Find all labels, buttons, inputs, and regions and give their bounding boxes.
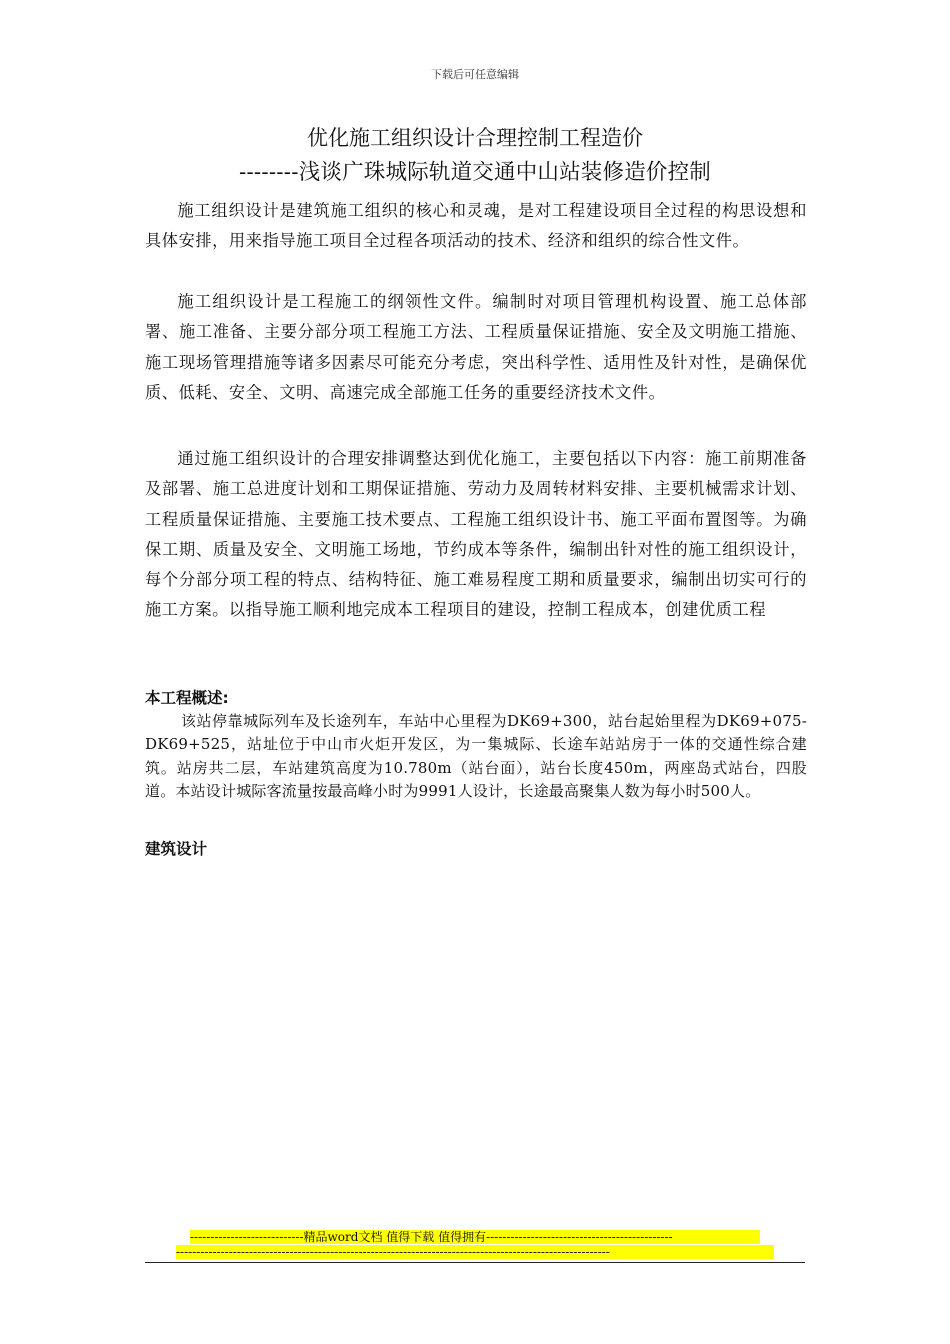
footer-divider bbox=[145, 1262, 805, 1263]
overview-heading: 本工程概述: bbox=[145, 689, 229, 707]
header-note: 下载后可任意编辑 bbox=[431, 68, 519, 81]
architecture-heading: 建筑设计 bbox=[145, 840, 208, 858]
document-subtitle: --------浅谈广珠城际轨道交通中山站装修造价控制 bbox=[238, 160, 712, 185]
body-paragraph-1: 施工组织设计是建筑施工组织的核心和灵魂，是对工程建设项目全过程的构思设想和具体安排，用来指导施工项目全过程各项活动的技术、经济和组织的综合性文件。 bbox=[145, 201, 807, 251]
body-paragraph-2: 施工组织设计是工程施工的纲领性文件。编制时对项目管理机构设置、施工总体部署、施工准备、主要分部分项工程施工方法、工程质量保证措施、安全及文明施工措施、施工现场管理措施等诸多因素尽可能充分考虑，突出科学性、适用性及针对性，是确保优质、低耗、安全、文明、高速完成全部施工任务的重要经济技术文件。 bbox=[145, 292, 807, 402]
document-title: 优化施工组织设计合理控制工程造价 bbox=[307, 126, 643, 150]
footer-line-1: ----------------------------精品word文档 值得下载 值得拥有---------------------------------------------- bbox=[190, 1230, 760, 1244]
body-paragraph-3: 通过施工组织设计的合理安排调整达到优化施工，主要包括以下内容：施工前期准备及部署、施工总进度计划和工期保证措施、劳动力及周转材料安排、主要机械需求计划、工程质量保证措施、主要施工技术要点、工程施工组织设计书、施工平面布置图等。为确保工期、质量及安全、文明施工场地，节约成本等条件，编制出针对性的施工组织设计，每个分部分项工程的特点、结构特征、施工难易程度工期和质量要求，编制出切实可行的施工方案。以指导施工顺利地完成本工程项目的建设，控制工程成本，创建优质工程 bbox=[145, 449, 807, 620]
footer-line-2: ----------------------------------------------------------------------------------------------------------- bbox=[176, 1245, 774, 1259]
overview-paragraph: 该站停靠城际列车及长途列车，车站中心里程为DK69+300，站台起始里程为DK69+075-DK69+525，站址位于中山市火炬开发区，为一集城际、长途车站站房于一体的交通性综合建筑。站房共二层，车站建筑高度为10.780m（站台面），站台长度450m，两座岛式站台，四股道。本站设计城际客流量按最高峰小时为9991人设计，长途最高聚集人数为每小时500人。 bbox=[145, 712, 807, 801]
